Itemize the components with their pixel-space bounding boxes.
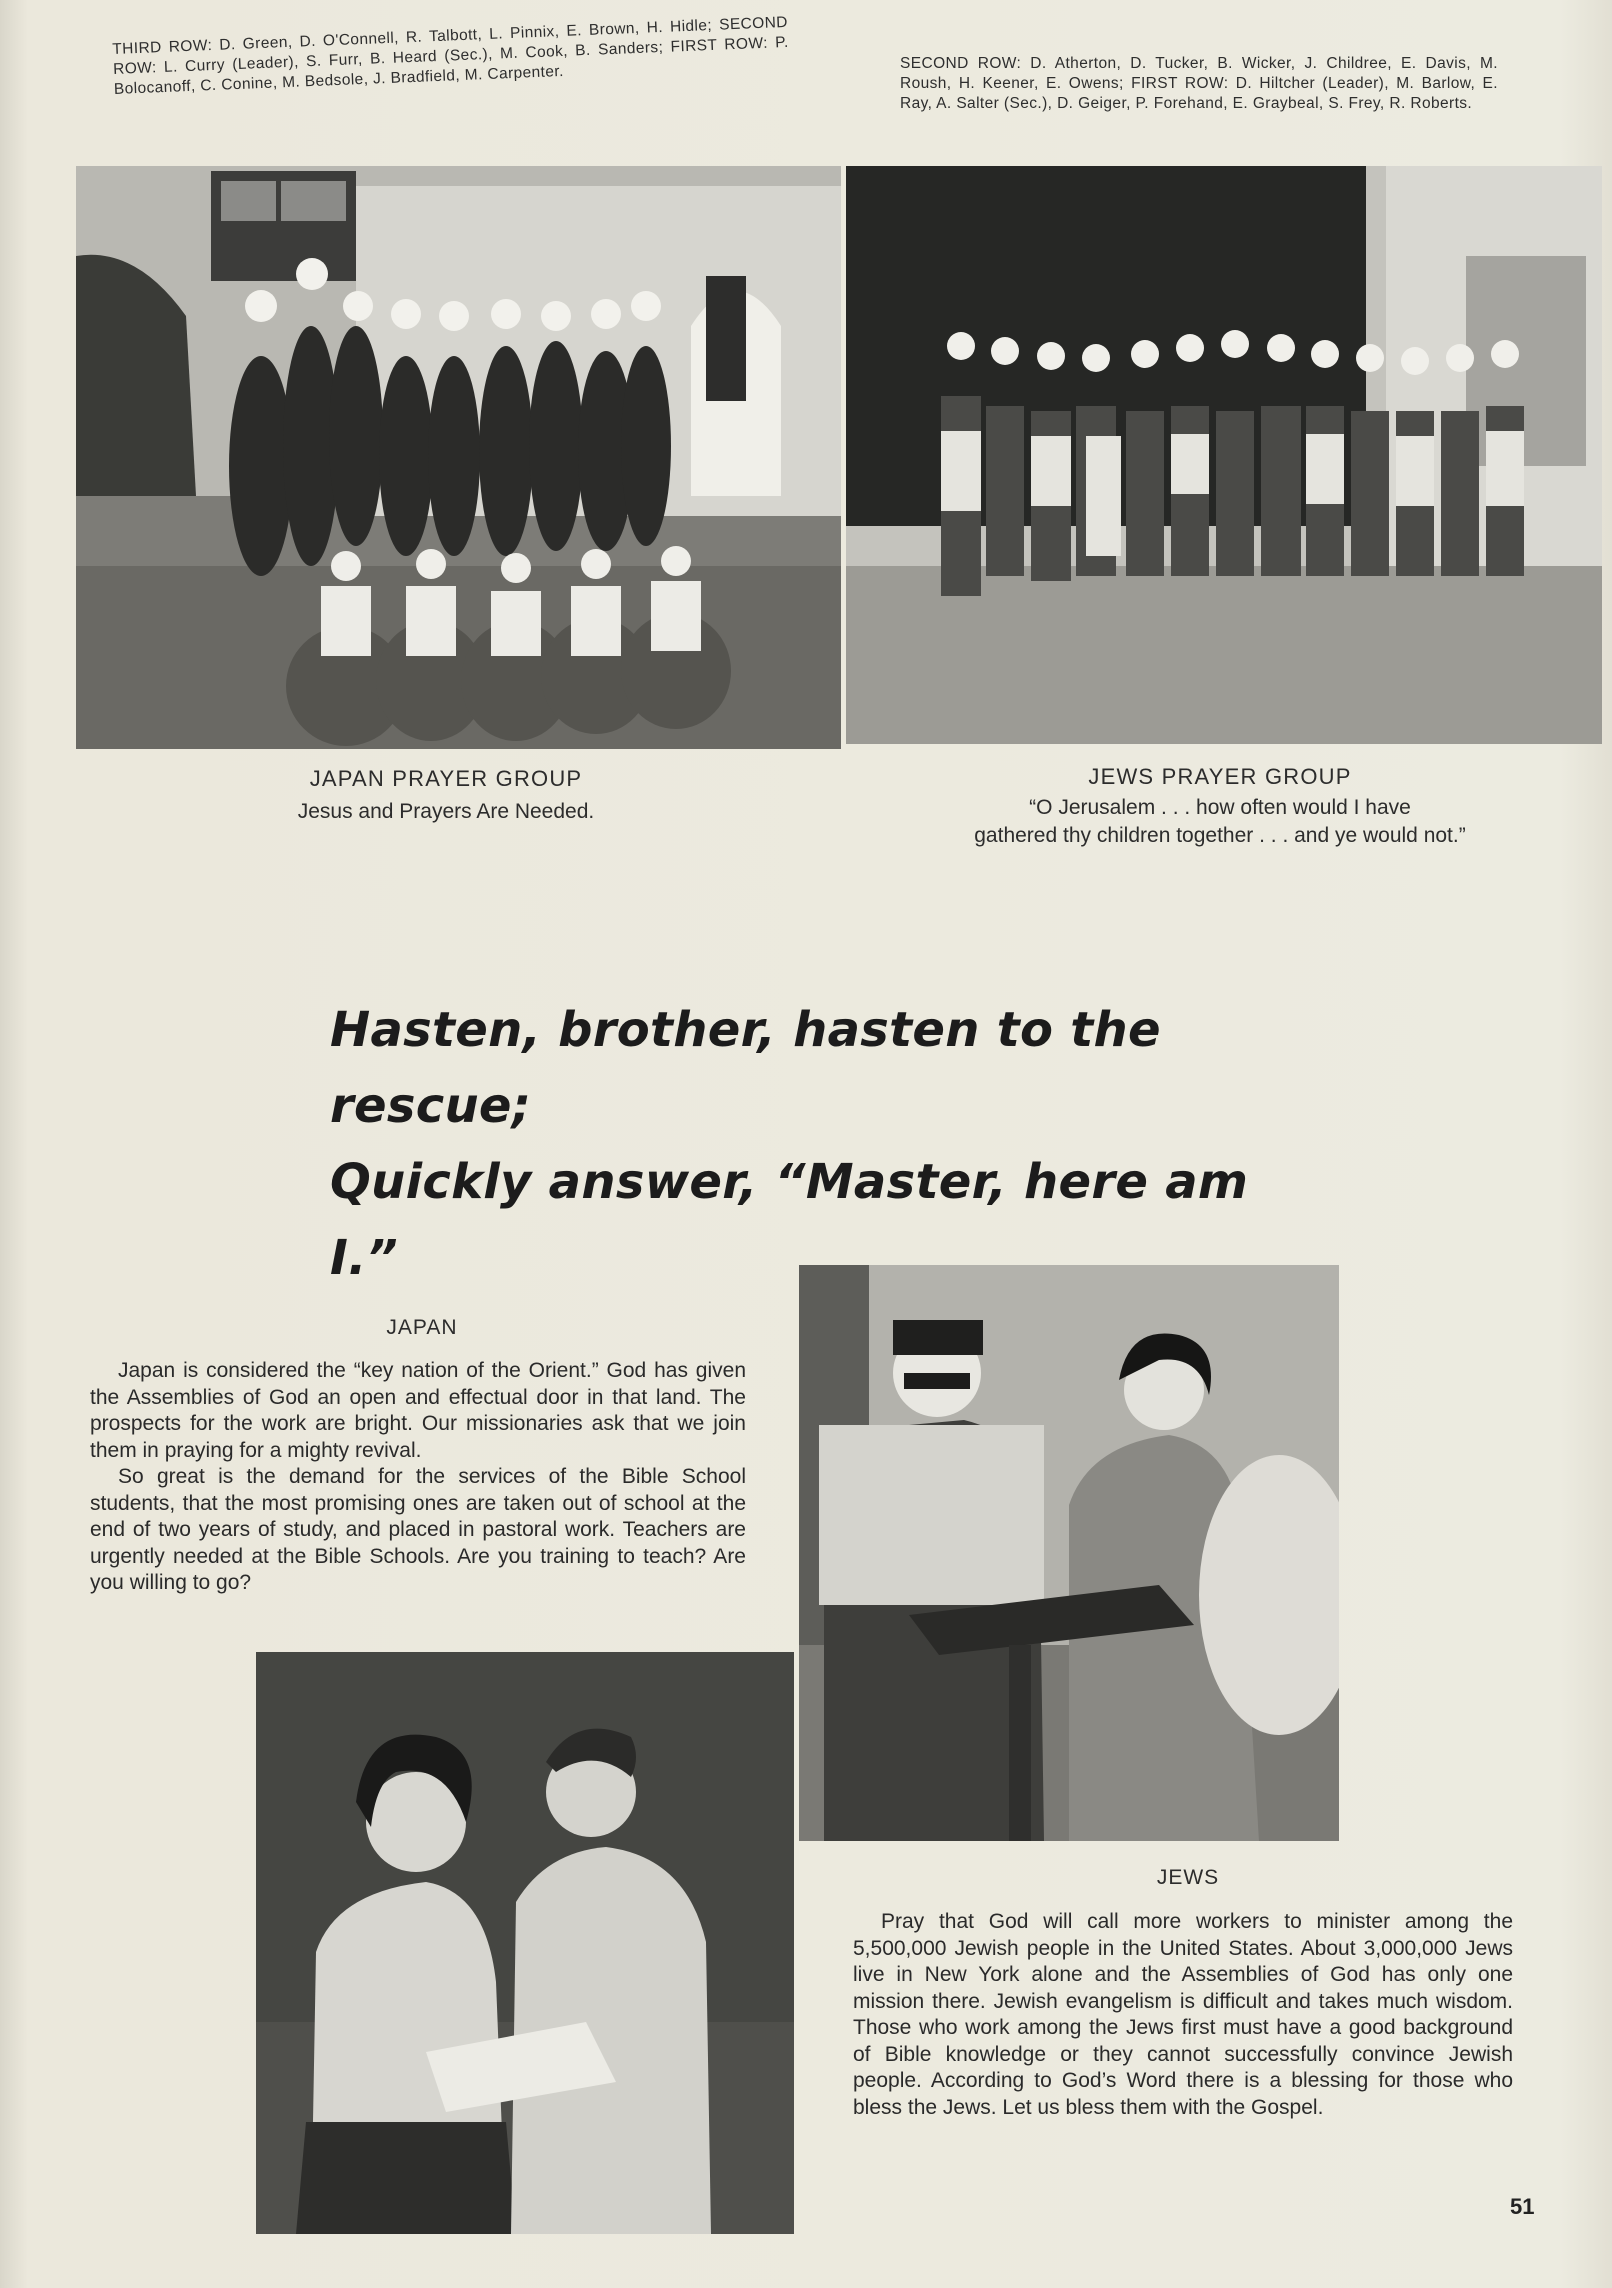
japan-section-body	[90, 1358, 746, 1597]
jews-group-roster-caption: SECOND ROW: D. Atherton, D. Tucker, B. Wicker, J. Childree, E. Davis, M. Roush, H. Keener, E. Owens; FIRST ROW: D. Hiltcher (Leader), M. Barlow, E. Ray, A. Salter (Sec.), D. Geiger, P. Forehand, E. Graybeal, S. Frey, R. Roberts.	[900, 55, 1498, 112]
students-at-lectern-photo	[799, 1265, 1339, 1841]
hymn-line-1: Hasten, brother, hasten to the rescue;	[330, 1002, 1161, 1134]
missionaries-reading-photo	[256, 1652, 794, 2234]
jews-group-subtitle-line2: gathered thy children together . . . and ye would not.”	[974, 824, 1466, 847]
japan-prayer-group-photo	[76, 166, 841, 749]
page-number: 51	[1510, 2194, 1535, 2219]
japan-group-title: JAPAN PRAYER GROUP	[309, 766, 583, 791]
japan-section-heading: JAPAN	[386, 1316, 458, 1339]
jews-group-subtitle-line1: “O Jerusalem . . . how often would I have	[1029, 796, 1411, 819]
jews-section-body	[853, 1909, 1513, 2121]
japan-paragraph-2: So great is the demand for the services of the Bible School students, that the most promising ones are taken out of school at the end of two years of study, and placed in pastoral work. Teachers are urgently needed at the Bible Schools. Are you training to teach? Are you willing to go?	[90, 1465, 746, 1594]
japan-group-roster-caption: THIRD ROW: D. Green, D. O'Connell, R. Talbott, L. Pinnix, E. Brown, H. Hidle; SECOND ROW: L. Curry (Leader), S. Furr, B. Heard (Sec.), M. Cook, B. Sanders; FIRST ROW: P. Bolocanoff, C. Conine, M. Bedsole, J. Bradfield, M. Carpenter.	[112, 13, 789, 98]
jews-group-title: JEWS PRAYER GROUP	[1088, 764, 1352, 789]
jews-prayer-group-photo	[846, 166, 1602, 744]
japan-group-subtitle: Jesus and Prayers Are Needed.	[297, 800, 595, 823]
jews-section-heading: JEWS	[1156, 1866, 1220, 1889]
hymn-line-2: Quickly answer, “Master, here am I.”	[330, 1154, 1249, 1286]
jews-paragraph-1: Pray that God will call more workers to minister among the 5,500,000 Jewish people in the United States. About 3,000,000 Jews live in New York alone and the Assemblies of God has only one mission there. Jewish evangelism is difficult and takes much wisdom. Those who work among the Jews first must have a good background of Bible knowledge or they cannot successfully convince Jewish people. According to God’s Word there is a blessing for those who bless the Jews. Let us bless them with the Gospel.	[853, 1910, 1513, 2119]
japan-paragraph-1: Japan is considered the “key nation of the Orient.” God has given the Assemblies of God an open and effectual door in that land. The prospects for the work are bright. Our missionaries ask that we join them in praying for a mighty revival.	[90, 1359, 746, 1462]
hymn-quote	[330, 992, 1330, 1296]
